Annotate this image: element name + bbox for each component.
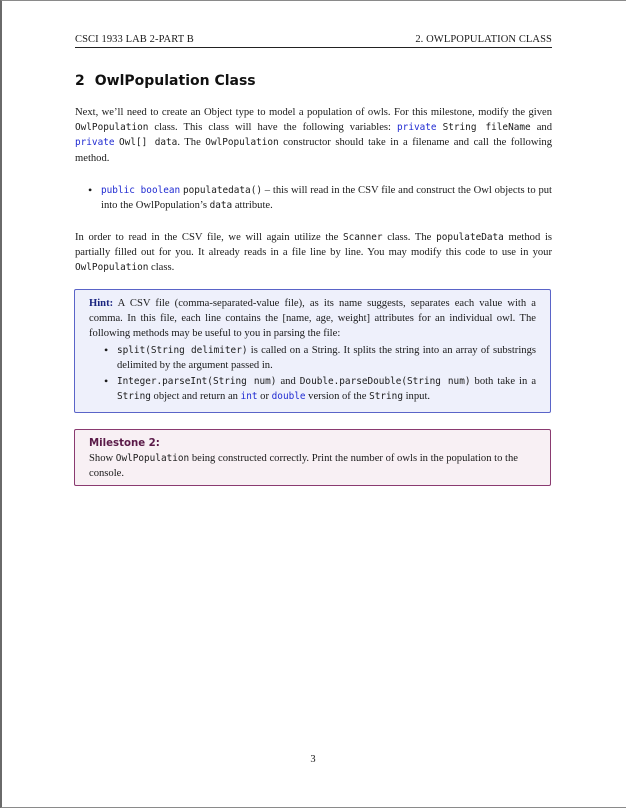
code-owlpopulation: OwlPopulation — [205, 137, 279, 149]
milestone-text — [89, 451, 536, 481]
milestone-box — [74, 429, 551, 486]
code-owl-array-data: Owl[] data — [119, 137, 178, 149]
section-number: 2 — [75, 73, 85, 89]
section-title: OwlPopulation Class — [94, 73, 256, 89]
text: Next, we’ll need to create an Object type to model a population of owls. For this milestone, modify the given — [75, 107, 552, 118]
header-section: 2. OWLPOPULATION CLASS — [415, 34, 552, 45]
code-owlpopulation: OwlPopulation — [75, 122, 149, 134]
code-parsedouble: Double.parseDouble(String num) — [299, 376, 471, 388]
keyword-private: private — [75, 137, 115, 149]
page-number: 3 — [310, 754, 316, 765]
code-string-filename: String fileName — [442, 122, 531, 134]
text: constructor should take in a filename and call the following method. — [75, 137, 553, 164]
scanner-paragraph — [75, 230, 552, 276]
text: object and return an — [150, 391, 241, 403]
code-split: split(String delimiter) — [117, 344, 248, 356]
text: class. — [148, 262, 175, 274]
milestone-title: Milestone 2: — [89, 438, 160, 449]
text: attribute. — [232, 200, 273, 212]
text: and — [276, 376, 300, 388]
running-header — [75, 34, 552, 48]
text: being constructed correctly. Print the number of owls in the population to the console. — [89, 453, 518, 480]
hint-label: Hint: — [89, 298, 114, 309]
keyword-public-boolean: public boolean — [101, 185, 181, 196]
header-course: CSCI 1933 LAB 2-PART B — [75, 34, 194, 45]
text: – this will read in the CSV file and construct the Owl objects to put into the OwlPopulation’s — [101, 185, 552, 212]
text: . The — [177, 137, 206, 149]
text: and — [530, 122, 552, 134]
code-string: String — [369, 391, 403, 403]
text: In order to read in the CSV file, we will again utilize the — [75, 232, 343, 243]
text: class. The — [382, 232, 437, 243]
keyword-private: private — [397, 122, 437, 134]
section-heading — [75, 73, 256, 89]
text: class. This class will have the following variables: — [148, 122, 398, 134]
list-item-populatedata — [75, 183, 552, 213]
code-owlpopulation: OwlPopulation — [75, 262, 149, 274]
code-string: String — [117, 391, 151, 403]
code-populatedata: populateData — [436, 232, 504, 243]
code-parseint: Integer.parseInt(String num) — [117, 376, 277, 388]
code-populatedata: populatedata() — [182, 185, 262, 196]
keyword-int: int — [240, 391, 258, 403]
text: input. — [402, 391, 431, 403]
text: A CSV file (comma-separated-value file), as its name suggests, separates each value with a comma. In this file, each line contains the [name, age, weight] attributes for an individual owl. The following methods may be useful to you in parsing the file: — [89, 298, 536, 340]
text: method is partially filled out for you. It already reads in a file line by line. You may modify this code to use in your — [75, 232, 553, 259]
text: Show — [89, 453, 116, 465]
list-item-split — [89, 343, 536, 373]
hint-box — [74, 289, 551, 413]
code-owlpopulation: OwlPopulation — [115, 453, 190, 465]
text: version of the — [305, 391, 370, 403]
code-scanner: Scanner — [343, 232, 383, 243]
keyword-double: double — [271, 391, 306, 403]
text: or — [257, 391, 272, 403]
list-item-parse — [89, 374, 536, 404]
method-list — [75, 183, 552, 213]
intro-paragraph — [75, 105, 552, 166]
text: is called on a String. It splits the string into an array of substrings delimited by the argument passed in. — [117, 344, 536, 371]
hint-text — [89, 296, 536, 342]
code-data: data — [209, 200, 233, 212]
text: both take in a — [470, 376, 537, 388]
